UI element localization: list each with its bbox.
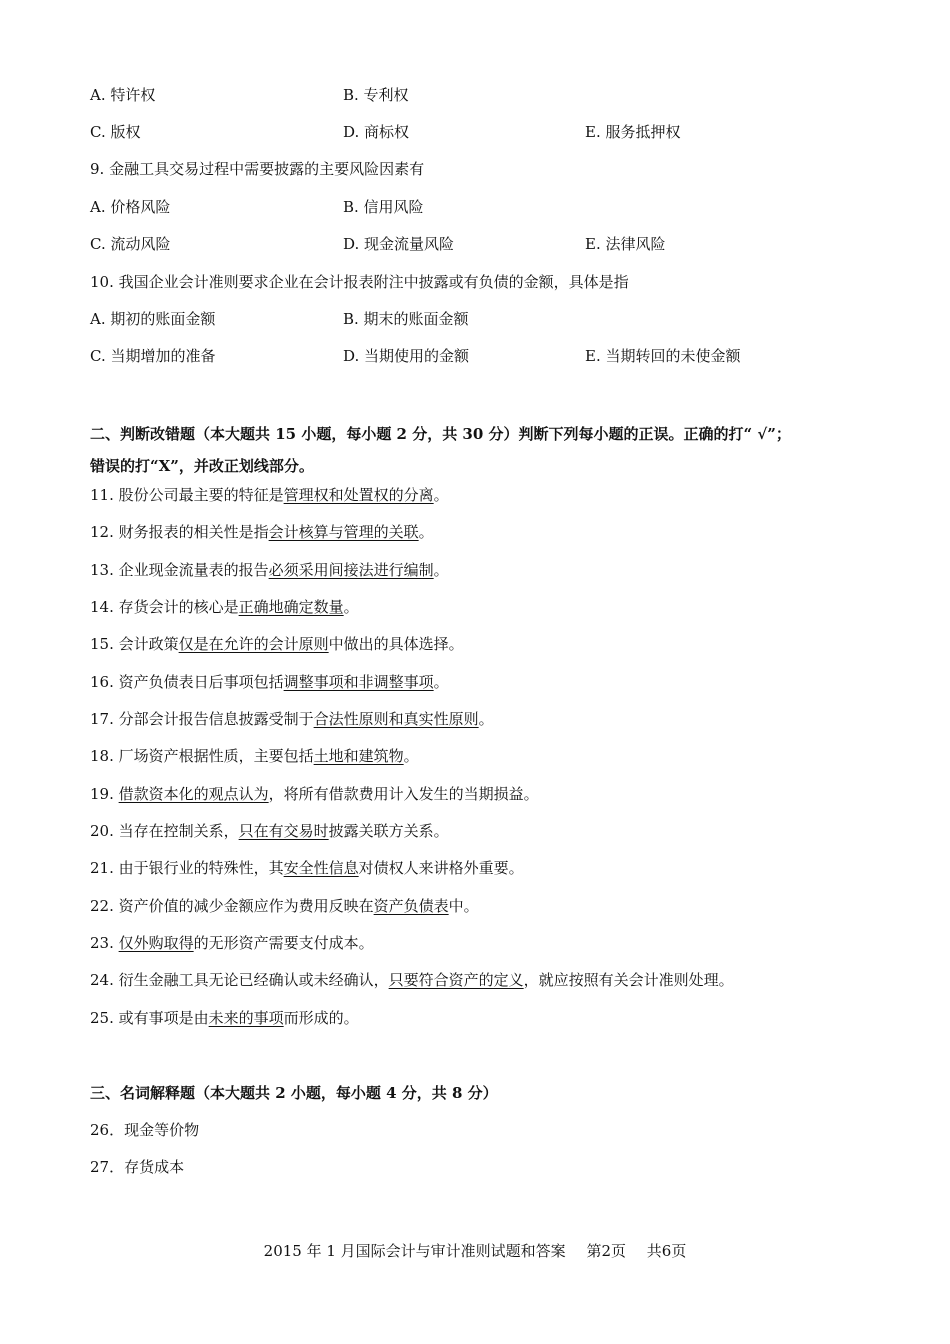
q16-underlined: 调整事项和非调整事项 xyxy=(283,673,434,691)
q22: 22. 资产价值的减少金额应作为费用反映在资产负债表中。 xyxy=(90,897,479,915)
q9-option-e: E. 法律风险 xyxy=(585,235,666,253)
q11-underlined: 管理权和处置权的分离 xyxy=(283,486,434,504)
q12-underlined: 会计核算与管理的关联 xyxy=(268,523,419,541)
q11: 11. 股份公司最主要的特征是管理权和处置权的分离。 xyxy=(90,486,449,504)
q24: 24. 衍生金融工具无论已经确认或未经确认，只要符合资产的定义，就应按照有关会计准则处理。 xyxy=(90,971,734,989)
q9-option-a: A. 价格风险 xyxy=(90,198,171,216)
section2-heading-line2: 错误的打“X”，并改正划线部分。 xyxy=(90,457,314,475)
q10-option-a: A. 期初的账面金额 xyxy=(90,310,216,328)
q20-underlined: 只在有交易时 xyxy=(238,822,329,840)
q18: 18. 厂场资产根据性质，主要包括土地和建筑物。 xyxy=(90,747,419,765)
q8-option-b: B. 专利权 xyxy=(343,86,409,104)
q21: 21. 由于银行业的特殊性，其安全性信息对债权人来讲格外重要。 xyxy=(90,859,524,877)
q13: 13. 企业现金流量表的报告必须采用间接法进行编制。 xyxy=(90,561,449,579)
q8-option-d: D. 商标权 xyxy=(343,123,410,141)
q15: 15. 会计政策仅是在允许的会计原则中做出的具体选择。 xyxy=(90,635,464,653)
footer-title: 2015 年 1 月国际会计与审计准则试题和答案 xyxy=(263,1242,566,1260)
q23: 23. 仅外购取得的无形资产需要支付成本。 xyxy=(90,934,374,952)
q25: 25. 或有事项是由未来的事项而形成的。 xyxy=(90,1009,359,1027)
q26: 26．现金等价物 xyxy=(90,1121,200,1139)
section2-heading-line1: 二、判断改错题（本大题共 15 小题，每小题 2 分，共 30 分）判断下列每小题的正误。正确的打“ √”； xyxy=(90,425,791,443)
q9-stem: 9. 金融工具交易过程中需要披露的主要风险因素有 xyxy=(90,160,425,178)
q19: 19. 借款资本化的观点认为，将所有借款费用计入发生的当期损益。 xyxy=(90,785,539,803)
q16: 16. 资产负债表日后事项包括调整事项和非调整事项。 xyxy=(90,673,449,691)
q20: 20. 当存在控制关系，只在有交易时披露关联方关系。 xyxy=(90,822,449,840)
q10-option-d: D. 当期使用的金额 xyxy=(343,347,470,365)
q17: 17. 分部会计报告信息披露受制于合法性原则和真实性原则。 xyxy=(90,710,494,728)
q17-underlined: 合法性原则和真实性原则 xyxy=(313,710,479,728)
q22-underlined: 资产负债表 xyxy=(373,897,449,915)
q15-underlined: 仅是在允许的会计原则 xyxy=(178,635,329,653)
q10-option-e: E. 当期转回的未使金额 xyxy=(585,347,741,365)
q8-option-c: C. 版权 xyxy=(90,123,141,141)
q24-underlined: 只要符合资产的定义 xyxy=(388,971,524,989)
q19-underlined: 借款资本化的观点认为 xyxy=(118,785,269,803)
q14-underlined: 正确地确定数量 xyxy=(238,598,344,616)
q10-stem: 10. 我国企业会计准则要求企业在会计报表附注中披露或有负债的金额，具体是指 xyxy=(90,273,629,291)
q13-underlined: 必须采用间接法进行编制 xyxy=(268,561,434,579)
q27: 27．存货成本 xyxy=(90,1158,185,1176)
q23-underlined: 仅外购取得 xyxy=(118,934,194,952)
q10-option-c: C. 当期增加的准备 xyxy=(90,347,216,365)
q25-underlined: 未来的事项 xyxy=(208,1009,284,1027)
q8-option-a: A. 特许权 xyxy=(90,86,156,104)
q9-option-b: B. 信用风险 xyxy=(343,198,424,216)
page-footer xyxy=(0,1240,950,1261)
q8-option-e: E. 服务抵押权 xyxy=(585,123,681,141)
section3-heading: 三、名词解释题（本大题共 2 小题，每小题 4 分，共 8 分） xyxy=(90,1084,498,1102)
q18-underlined: 土地和建筑物 xyxy=(313,747,404,765)
q10-option-b: B. 期末的账面金额 xyxy=(343,310,469,328)
q21-underlined: 安全性信息 xyxy=(283,859,359,877)
q9-option-c: C. 流动风险 xyxy=(90,235,171,253)
q9-option-d: D. 现金流量风险 xyxy=(343,235,455,253)
q12: 12. 财务报表的相关性是指会计核算与管理的关联。 xyxy=(90,523,434,541)
footer-total-pages: 共6页 xyxy=(646,1242,687,1260)
q14: 14. 存货会计的核心是正确地确定数量。 xyxy=(90,598,359,616)
footer-page-number: 第2页 xyxy=(586,1242,627,1260)
